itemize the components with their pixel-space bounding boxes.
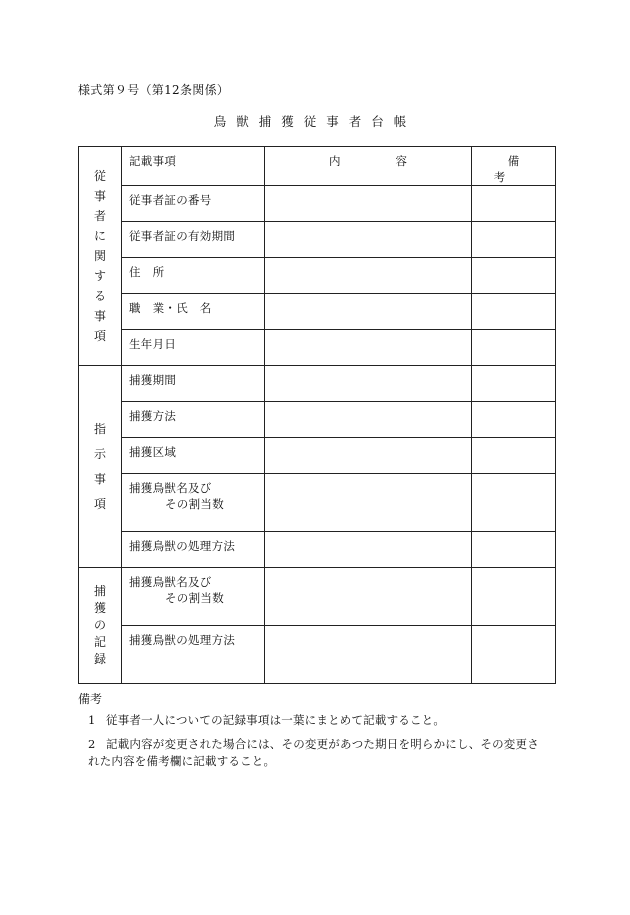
row-label-record-disposal: 捕獲鳥獣の処理方法 <box>122 626 265 684</box>
vertical-label-char: す <box>93 268 106 283</box>
note-cell[interactable] <box>472 532 556 568</box>
note-cell[interactable] <box>472 474 556 532</box>
table-row <box>79 258 556 294</box>
section-instructions-label <box>79 366 122 568</box>
note-cell[interactable] <box>472 186 556 222</box>
vertical-label-char: 事 <box>93 308 106 323</box>
row-label-address: 住 所 <box>122 258 265 294</box>
content-cell[interactable] <box>265 258 472 294</box>
vertical-label-char: に <box>93 228 106 243</box>
vertical-label-char: 項 <box>93 496 106 511</box>
table-row <box>79 294 556 330</box>
note-cell[interactable] <box>472 402 556 438</box>
note-cell[interactable] <box>472 626 556 684</box>
note-item-1 <box>88 712 445 729</box>
vertical-label-char: の <box>93 618 106 632</box>
table-row <box>79 474 556 532</box>
row-label-occupation-name: 職 業・氏 名 <box>122 294 265 330</box>
vertical-label-char: 事 <box>93 188 106 203</box>
note-cell[interactable] <box>472 438 556 474</box>
content-cell[interactable] <box>265 222 472 258</box>
table-row <box>79 568 556 626</box>
vertical-label-char: 項 <box>93 328 106 343</box>
header-content-text: 内容 <box>329 154 462 168</box>
section-record-label <box>79 568 122 684</box>
row-label-birthdate: 生年月日 <box>122 330 265 366</box>
content-cell[interactable] <box>265 186 472 222</box>
vertical-label-char: 者 <box>93 208 106 223</box>
row-label-record-species <box>122 568 265 626</box>
note-1-number: 1 <box>88 713 96 727</box>
section-instructions-vertical-text <box>93 423 107 510</box>
record-species-line1: 捕獲鳥獣名及び <box>129 575 212 589</box>
note-cell[interactable] <box>472 330 556 366</box>
header-note-text: 備考 <box>493 154 548 184</box>
note-2-number: 2 <box>88 737 96 751</box>
table-row <box>79 330 556 366</box>
table-header-row <box>79 147 556 186</box>
ledger-table <box>78 146 556 684</box>
header-note <box>472 147 556 186</box>
note-cell[interactable] <box>472 258 556 294</box>
note-cell[interactable] <box>472 222 556 258</box>
row-label-capture-area: 捕獲区域 <box>122 438 265 474</box>
section-record-vertical-text <box>93 585 107 665</box>
form-number: 様式第９号（第12条関係） <box>78 83 230 97</box>
section-worker-vertical-text <box>93 170 107 342</box>
vertical-label-char: 捕 <box>93 584 106 598</box>
table-row <box>79 186 556 222</box>
vertical-label-char: 指 <box>93 421 106 436</box>
vertical-label-char: 従 <box>93 168 106 183</box>
row-label-disposal-method: 捕獲鳥獣の処理方法 <box>122 532 265 568</box>
row-label-capture-method: 捕獲方法 <box>122 402 265 438</box>
notes-title: 備考 <box>78 692 103 706</box>
header-content <box>265 147 472 186</box>
content-cell[interactable] <box>265 366 472 402</box>
content-cell[interactable] <box>265 330 472 366</box>
content-cell[interactable] <box>265 294 472 330</box>
row-label-license-number: 従事者証の番号 <box>122 186 265 222</box>
section-worker-label <box>79 147 122 366</box>
note-item-2 <box>88 736 558 770</box>
table-row <box>79 438 556 474</box>
vertical-label-char: 獲 <box>93 601 106 615</box>
table-row <box>79 402 556 438</box>
vertical-label-char: 示 <box>93 446 106 461</box>
content-cell[interactable] <box>265 568 472 626</box>
table-row <box>79 366 556 402</box>
content-cell[interactable] <box>265 532 472 568</box>
note-2-text: 記載内容が変更された場合には、その変更があつた期日を明らかにし、その変更さ <box>106 737 539 751</box>
vertical-label-char: 事 <box>93 471 106 486</box>
content-cell[interactable] <box>265 438 472 474</box>
row-label-capture-period: 捕獲期間 <box>122 366 265 402</box>
row-label-license-validity: 従事者証の有効期間 <box>122 222 265 258</box>
content-cell[interactable] <box>265 474 472 532</box>
note-cell[interactable] <box>472 294 556 330</box>
vertical-label-char: 記 <box>93 635 106 649</box>
note-2-text-cont: れた内容を備考欄に記載すること。 <box>88 754 276 768</box>
note-1-text: 従事者一人についての記録事項は一葉にまとめて記載すること。 <box>106 713 446 727</box>
vertical-label-char: 関 <box>93 248 106 263</box>
species-line2: その割当数 <box>165 497 224 511</box>
table-row <box>79 222 556 258</box>
record-species-line2: その割当数 <box>165 591 224 605</box>
header-item: 記載事項 <box>122 147 265 186</box>
vertical-label-char: 録 <box>93 652 106 666</box>
vertical-label-char: る <box>93 288 106 303</box>
content-cell[interactable] <box>265 402 472 438</box>
content-cell[interactable] <box>265 626 472 684</box>
row-label-species-allocation <box>122 474 265 532</box>
table-row <box>79 532 556 568</box>
species-line1: 捕獲鳥獣名及び <box>129 481 212 495</box>
document-title: 鳥獣捕獲従事者台帳 <box>213 114 417 129</box>
note-cell[interactable] <box>472 568 556 626</box>
table-row <box>79 626 556 684</box>
note-cell[interactable] <box>472 366 556 402</box>
